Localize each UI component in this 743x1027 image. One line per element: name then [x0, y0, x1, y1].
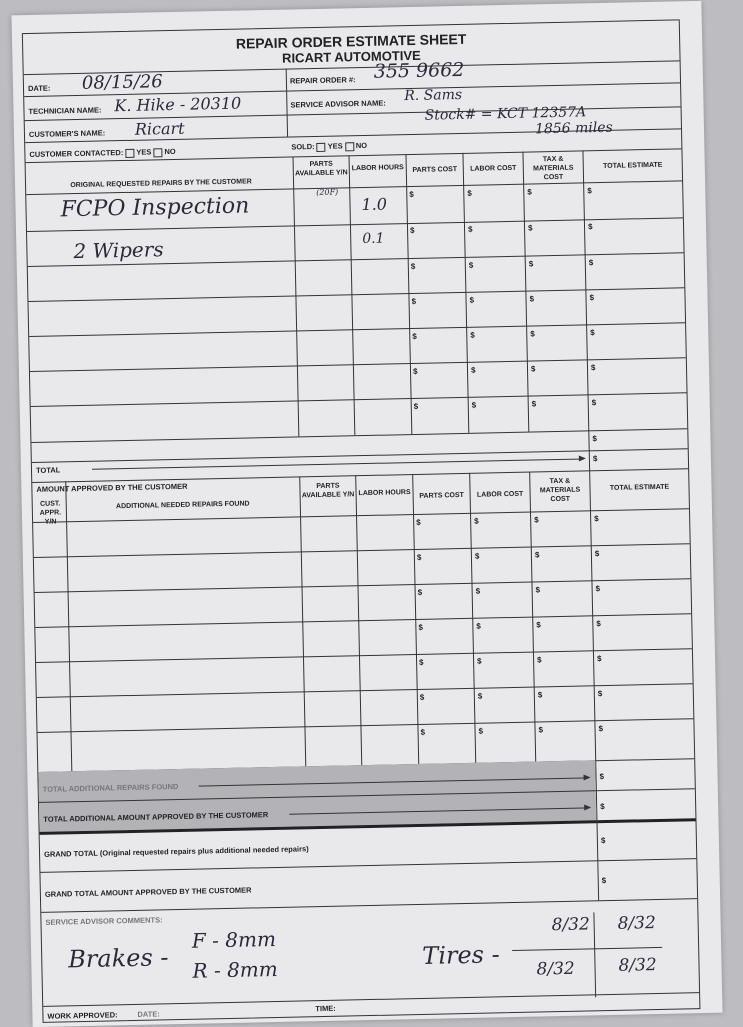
cell-dollar: $	[537, 690, 543, 700]
cell-dollar: $	[590, 363, 596, 373]
table-row-repair: 2 Wipers	[73, 237, 164, 264]
comments-label: SERVICE ADVISOR COMMENTS:	[45, 915, 163, 927]
sold-yes-label: YES	[327, 141, 343, 151]
amount-approved-label: AMOUNT APPROVED BY THE CUSTOMER	[36, 481, 188, 494]
work-approved-label: WORK APPROVED:	[47, 1010, 118, 1021]
tire-rr: 8/32	[618, 955, 657, 976]
cell-dollar: $	[412, 366, 418, 377]
total-additional-approved-label: TOTAL ADDITIONAL AMOUNT APPROVED BY THE CUSTOMER	[43, 810, 269, 824]
cell-dollar: $	[477, 656, 482, 666]
company-name: RICART AUTOMOTIVE	[281, 47, 421, 66]
col-additional-repairs: ADDITIONAL NEEDED REPAIRS FOUND	[115, 500, 250, 511]
col-tax-materials: TAX & MATERIALS COST	[533, 155, 574, 182]
total-additional-found-label: TOTAL ADDITIONAL REPAIRS FOUND	[42, 782, 179, 794]
col-total-estimate: TOTAL ESTIMATE	[603, 161, 663, 170]
contacted-no-checkbox[interactable]	[153, 148, 162, 157]
cell-dollar: $	[409, 189, 414, 200]
total-dollar: $	[592, 434, 598, 444]
table-row-note: (20F)	[316, 187, 339, 197]
brakes-note: Brakes -	[67, 943, 169, 974]
cell-dollar: $	[587, 222, 593, 232]
grand-total-label: GRAND TOTAL (Original requested repairs plus additional needed repairs)	[43, 844, 309, 859]
cell-dollar: $	[537, 655, 542, 665]
col-labor-cost-2: LABOR COST	[476, 490, 524, 499]
cell-dollar: $	[596, 619, 601, 629]
repair-order-sheet	[11, 1, 722, 1027]
cell-dollar: $	[410, 261, 416, 272]
tires-divider-h	[512, 947, 662, 951]
grand-approved-label: GRAND TOTAL AMOUNT APPROVED BY THE CUSTOMER	[44, 885, 252, 899]
cell-dollar: $	[534, 550, 540, 560]
col-total-estimate-2: TOTAL ESTIMATE	[609, 483, 670, 492]
cell-dollar: $	[417, 587, 423, 597]
cell-dollar: $	[471, 400, 477, 410]
cell-dollar: $	[530, 329, 535, 339]
sold-no-checkbox[interactable]	[345, 142, 354, 151]
table-row-hours: 1.0	[361, 194, 388, 215]
repair-order-value: 355 9662	[373, 58, 465, 83]
cell-dollar: $	[529, 294, 535, 304]
form-frame	[22, 19, 701, 1023]
customer-name-value: Ricart	[134, 118, 185, 139]
col-labor-hours-2: LABOR HOURS	[358, 489, 411, 498]
sold-text: SOLD:	[291, 142, 315, 152]
cell-dollar: $	[598, 724, 604, 734]
technician-value: K. Hike - 20310	[114, 93, 242, 116]
cell-dollar: $	[478, 726, 484, 736]
sold-no-label: NO	[355, 140, 368, 151]
cell-dollar: $	[474, 551, 480, 561]
brakes-rear: R - 8mm	[192, 956, 278, 983]
miles-note: 1856 miles	[534, 119, 613, 138]
cell-dollar: $	[594, 549, 600, 559]
cell-dollar: $	[530, 364, 536, 374]
cell-dollar: $	[470, 365, 476, 375]
col-parts-available: PARTS AVAILABLE Y/N	[295, 160, 348, 178]
col-parts-cost: PARTS COST	[412, 166, 458, 174]
tires-divider-v	[593, 912, 596, 997]
cell-dollar: $	[419, 657, 424, 667]
table-row-hours: 0.1	[362, 230, 385, 248]
cell-dollar: $	[418, 622, 423, 632]
cell-dollar: $	[536, 620, 541, 630]
cell-dollar: $	[477, 691, 483, 701]
col-labor-cost: LABOR COST	[470, 164, 517, 173]
total-label: TOTAL	[35, 465, 61, 475]
grand-approved-dollar: $	[601, 876, 607, 886]
cell-dollar: $	[527, 223, 533, 233]
approved-dollar: $	[592, 454, 598, 464]
cell-dollar: $	[587, 186, 592, 196]
cell-dollar: $	[412, 331, 417, 342]
cell-dollar: $	[594, 514, 599, 524]
additional-found-dollar: $	[599, 772, 605, 782]
service-advisor-value: R. Sams	[404, 86, 463, 105]
date-label: DATE:	[27, 83, 51, 94]
cell-dollar: $	[531, 399, 537, 409]
contacted-no-label: NO	[164, 146, 176, 157]
tire-fr: 8/32	[617, 913, 657, 934]
service-advisor-label: SERVICE ADVISOR NAME:	[290, 98, 386, 110]
cell-dollar: $	[413, 401, 419, 411]
tire-rl: 8/32	[536, 958, 575, 980]
cell-dollar: $	[474, 516, 479, 526]
cell-dollar: $	[467, 188, 472, 198]
tires-note: Tires -	[421, 940, 500, 970]
cell-dollar: $	[411, 296, 417, 307]
cell-dollar: $	[591, 398, 597, 408]
customer-contacted-label	[29, 147, 176, 160]
cell-dollar: $	[419, 692, 425, 702]
additional-approved-dollar: $	[600, 802, 605, 812]
contacted-yes-checkbox[interactable]	[125, 148, 134, 157]
footer-time-label: TIME:	[315, 1003, 336, 1014]
repair-order-label: REPAIR ORDER #:	[289, 75, 356, 86]
table-row-repair: FCPO Inspection	[60, 193, 250, 223]
date-value: 08/15/26	[81, 71, 163, 94]
sold-label	[291, 141, 367, 152]
col-cust-appr: CUST. APPR. Y/N	[39, 500, 62, 526]
cell-dollar: $	[527, 187, 532, 197]
cell-dollar: $	[535, 585, 541, 595]
col-labor-hours: LABOR HOURS	[351, 164, 404, 173]
form-title: REPAIR ORDER ESTIMATE SHEET	[235, 30, 467, 52]
brakes-front: F - 8mm	[191, 927, 277, 953]
col-tax-materials-2: TAX & MATERIALS COST	[539, 477, 581, 504]
cell-dollar: $	[590, 328, 595, 338]
cell-dollar: $	[597, 689, 603, 699]
contacted-text: CUSTOMER CONTACTED:	[29, 148, 124, 159]
cell-dollar: $	[589, 293, 595, 303]
cell-dollar: $	[420, 727, 426, 737]
tire-fl: 8/32	[551, 914, 591, 936]
grand-total-dollar: $	[600, 836, 606, 846]
cell-dollar: $	[588, 258, 594, 268]
cell-dollar: $	[416, 552, 422, 562]
stock-note: Stock# = KCT 12357A	[424, 104, 587, 124]
col-original-repairs: ORIGINAL REQUESTED REPAIRS BY THE CUSTOMER	[70, 178, 252, 190]
cell-dollar: $	[416, 517, 421, 527]
cell-dollar: $	[467, 224, 473, 234]
cell-dollar: $	[596, 654, 602, 664]
contacted-yes-label: YES	[136, 147, 152, 157]
cell-dollar: $	[470, 330, 475, 340]
cell-dollar: $	[476, 621, 481, 631]
cell-dollar: $	[468, 260, 474, 270]
customer-name-label: CUSTOMER'S NAME:	[28, 128, 106, 139]
footer-date-label: DATE:	[137, 1009, 160, 1019]
cell-dollar: $	[534, 515, 539, 525]
cell-dollar: $	[469, 295, 475, 305]
col-parts-cost-2: PARTS COST	[419, 491, 465, 500]
cell-dollar: $	[595, 584, 601, 594]
cell-dollar: $	[538, 725, 544, 735]
col-parts-available-2: PARTS AVAILABLE Y/N	[301, 482, 355, 500]
technician-label: TECHNICIAN NAME:	[28, 105, 102, 116]
cell-dollar: $	[475, 586, 481, 596]
sold-yes-checkbox[interactable]	[317, 142, 326, 151]
cell-dollar: $	[409, 225, 415, 236]
cell-dollar: $	[528, 259, 534, 269]
